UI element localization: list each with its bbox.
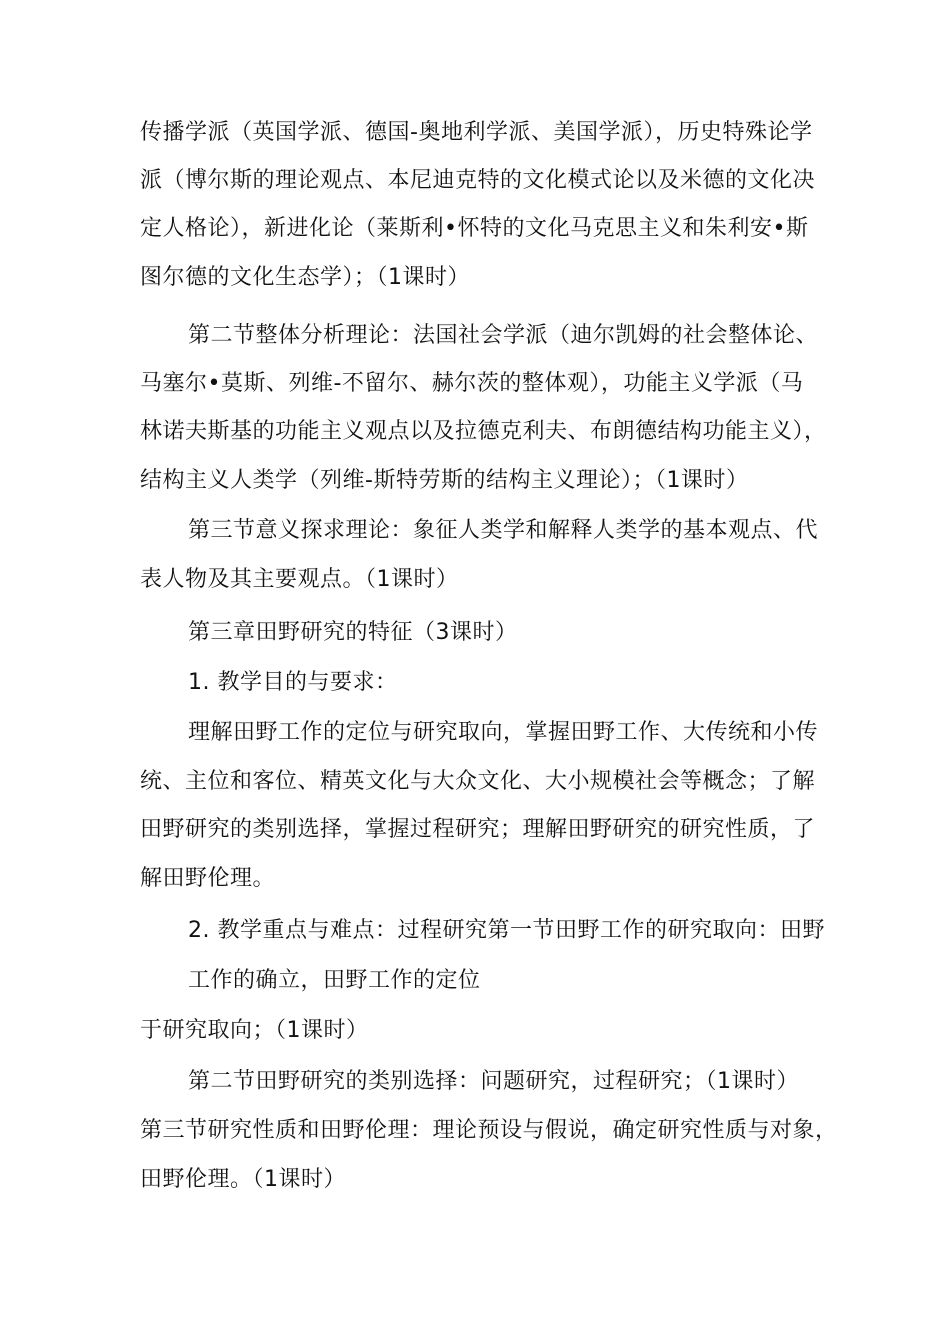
paragraph-line: 工作的确立，田野工作的定位 [188, 968, 481, 993]
paragraph-line: 马塞尔•莫斯、列维-不留尔、赫尔茨的整体观），功能主义学派（马 [140, 371, 804, 396]
paragraph-line: 传播学派（英国学派、德国-奥地利学派、美国学派），历史特殊论学 [140, 120, 813, 145]
paragraph-line: 解田野伦理。 [140, 866, 276, 891]
paragraph-line: 第三节意义探求理论：象征人类学和解释人类学的基本观点、代 [188, 518, 819, 543]
paragraph-line: 图尔德的文化生态学）；（1课时） [140, 265, 470, 290]
paragraph-line: 统、主位和客位、精英文化与大众文化、大小规模社会等概念；了解 [140, 769, 816, 794]
section-heading: 2. 教学重点与难点：过程研究第一节田野工作的研究取向：田野 [188, 918, 825, 943]
paragraph-line: 田野研究的类别选择，掌握过程研究；理解田野研究的研究性质，了 [140, 817, 816, 842]
paragraph-line: 田野伦理。（1课时） [140, 1167, 346, 1192]
paragraph-line: 表人物及其主要观点。（1课时） [140, 567, 459, 592]
chapter-heading: 第三章田野研究的特征（3课时） [188, 620, 518, 645]
paragraph-line: 第二节田野研究的类别选择：问题研究，过程研究；（1课时） [188, 1069, 799, 1094]
paragraph-line: 派（博尔斯的理论观点、本尼迪克特的文化模式论以及米德的文化决 [140, 168, 816, 193]
paragraph-line: 于研究取向；（1课时） [140, 1018, 369, 1043]
paragraph-line: 林诺夫斯基的功能主义观点以及拉德克利夫、布朗德结构功能主义）， [140, 419, 827, 444]
paragraph-line: 定人格论），新进化论（莱斯利•怀特的文化马克思主义和朱利安•斯 [140, 216, 809, 241]
paragraph-line: 第三节研究性质和田野伦理：理论预设与假说，确定研究性质与对象， [140, 1118, 838, 1143]
paragraph-line: 第二节整体分析理论：法国社会学派（迪尔凯姆的社会整体论、 [188, 323, 819, 348]
paragraph-line: 理解田野工作的定位与研究取向，掌握田野工作、大传统和小传 [188, 720, 819, 745]
paragraph-line: 结构主义人类学（列维-斯特劳斯的结构主义理论）；（1课时） [140, 468, 749, 493]
section-heading: 1. 教学目的与要求： [188, 670, 398, 695]
